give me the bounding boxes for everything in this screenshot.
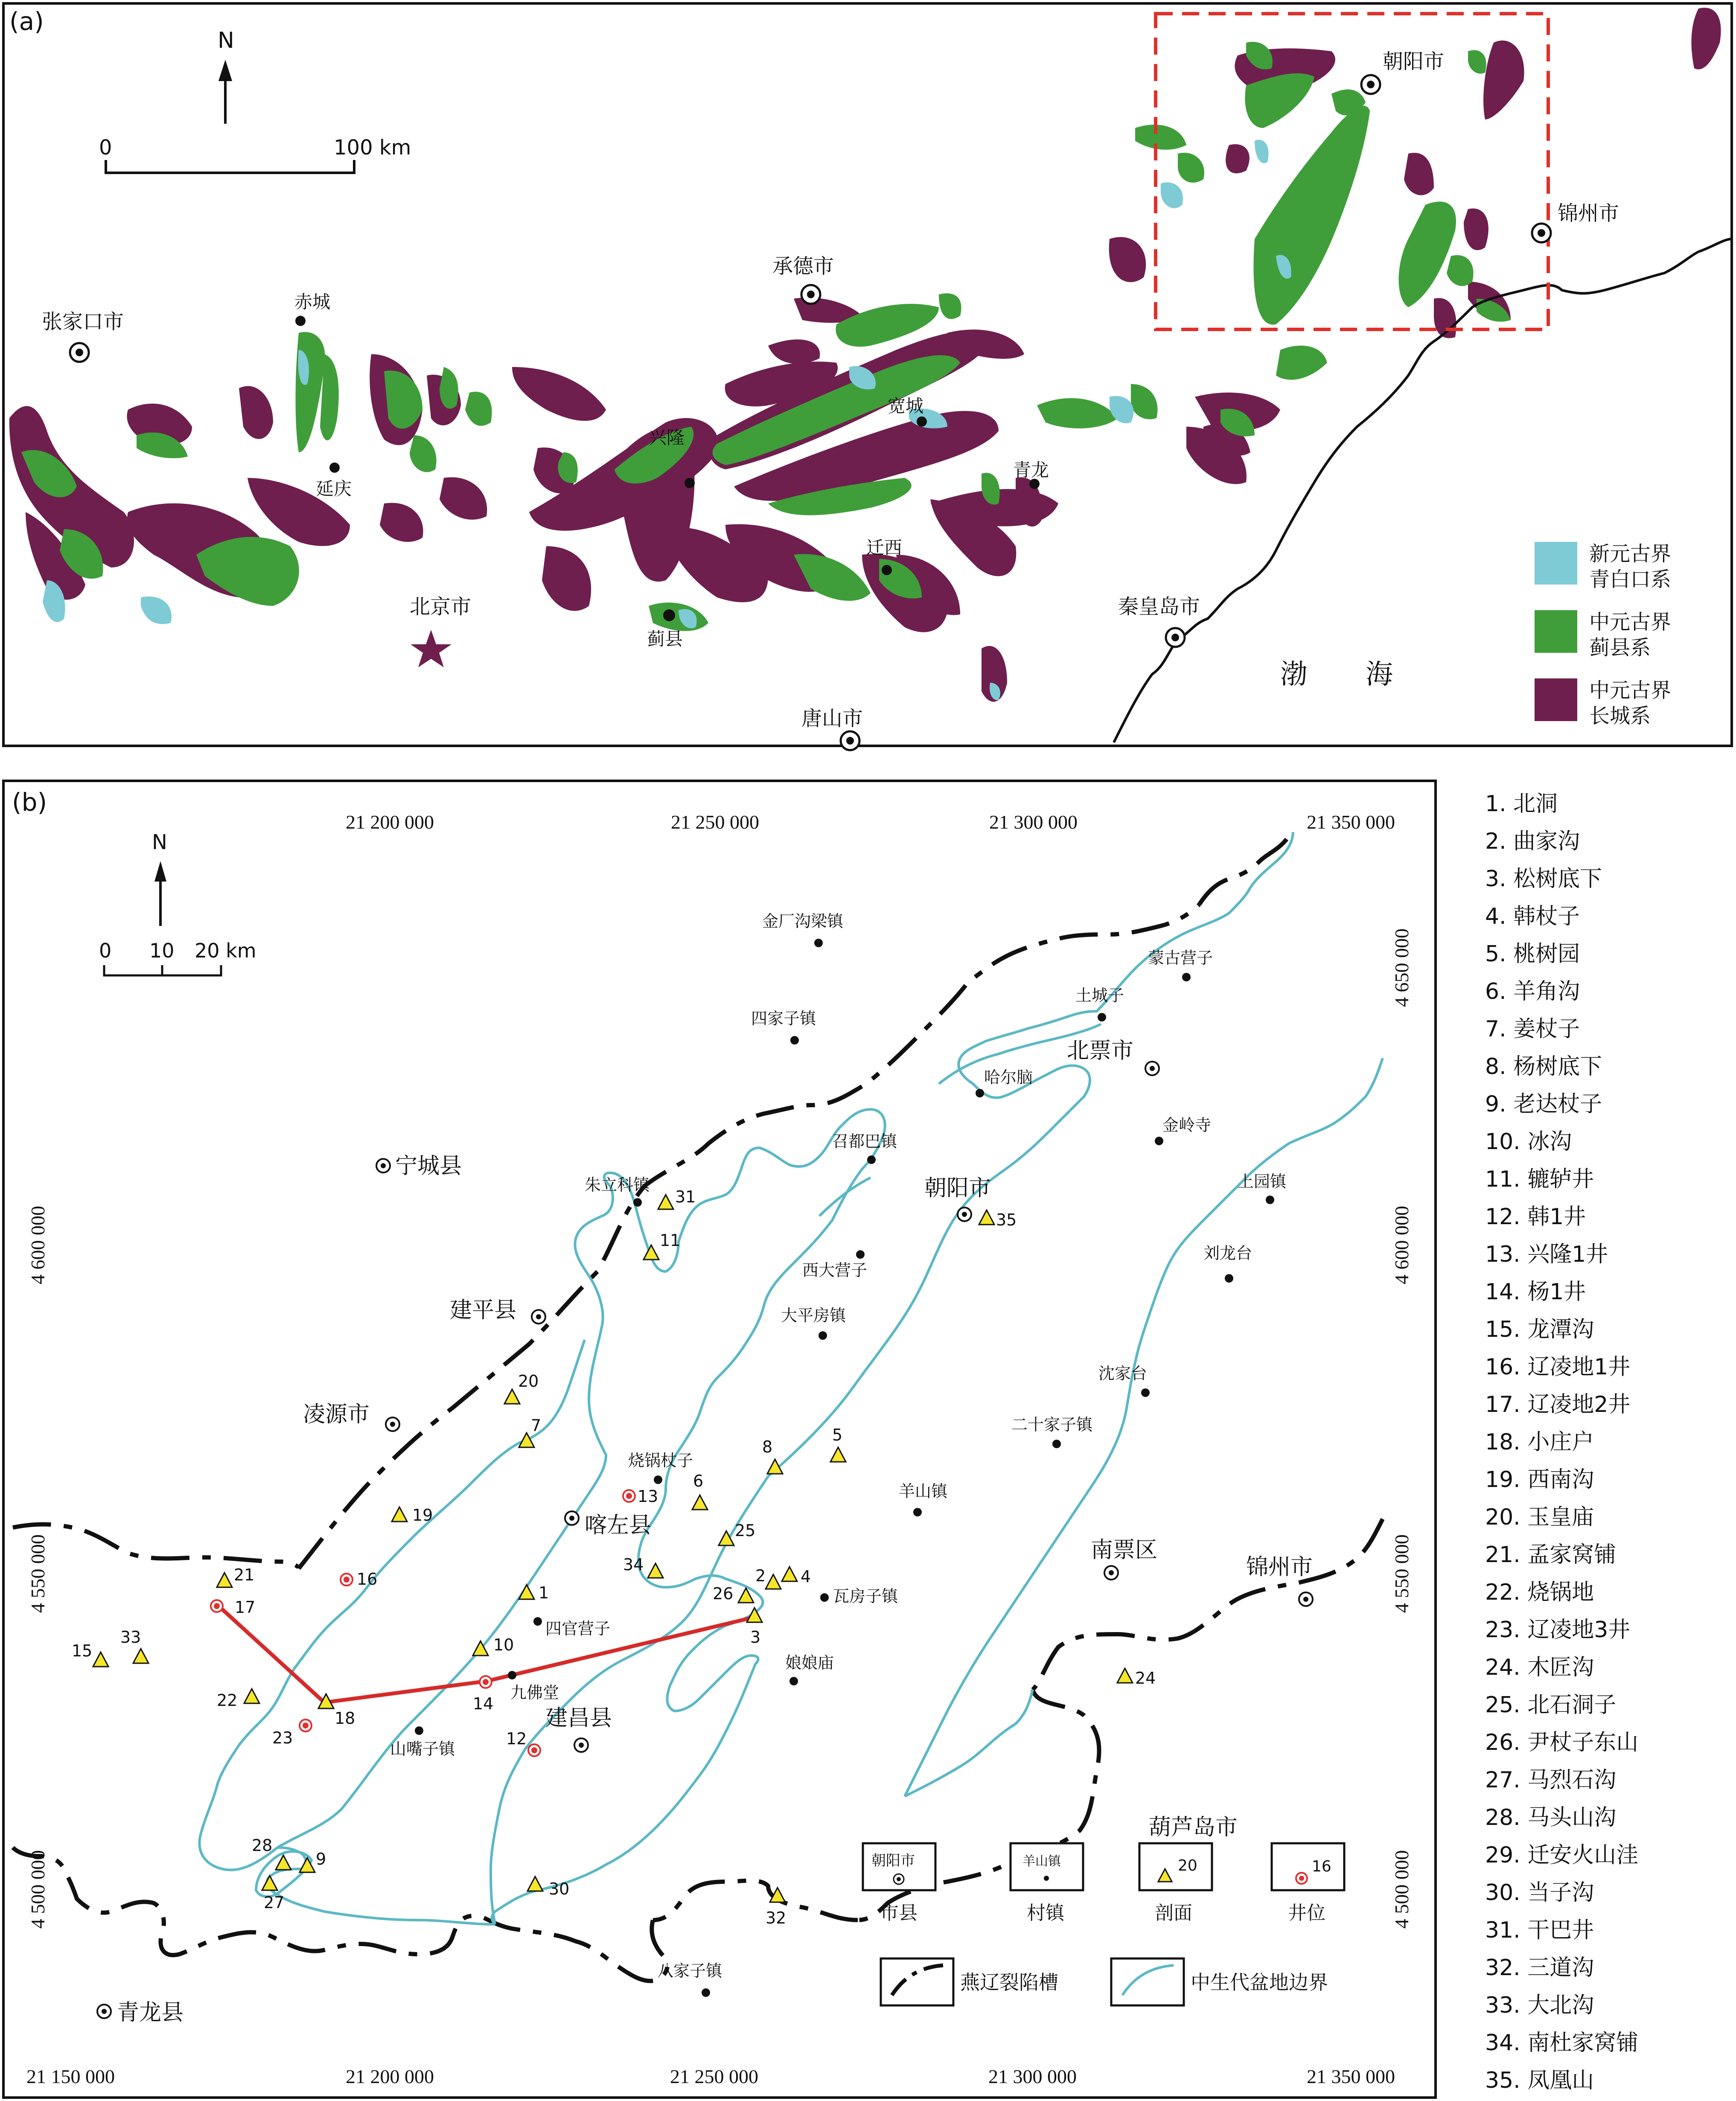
- svg-text:锦州市: 锦州市: [1558, 201, 1619, 225]
- svg-text:21 200 000: 21 200 000: [346, 2066, 434, 2087]
- svg-text:朝阳市: 朝阳市: [1383, 49, 1445, 73]
- svg-text:12: 12: [506, 1729, 527, 1748]
- section-19: [392, 1506, 433, 1525]
- svg-text:26: 26: [713, 1584, 734, 1603]
- svg-text:5: 5: [832, 1426, 843, 1444]
- site-list-item: 23. 辽凌地3井: [1485, 1617, 1631, 1643]
- svg-text:6: 6: [693, 1472, 704, 1490]
- svg-text:N: N: [218, 28, 234, 53]
- svg-text:21 150 000: 21 150 000: [26, 2066, 115, 2087]
- svg-text:22: 22: [217, 1691, 238, 1710]
- svg-text:中元古界: 中元古界: [1589, 678, 1672, 702]
- svg-text:迁西: 迁西: [866, 537, 903, 558]
- svg-text:4 500 000: 4 500 000: [1391, 1850, 1413, 1929]
- svg-text:19: 19: [412, 1506, 433, 1525]
- svg-text:4 550 000: 4 550 000: [27, 1534, 49, 1613]
- site-list-item: 26. 尹杖子东山: [1485, 1730, 1639, 1755]
- site-list-item: 29. 迁安火山洼: [1485, 1842, 1639, 1868]
- svg-text:中生代盆地边界: 中生代盆地边界: [1191, 1971, 1328, 1994]
- site-list-item: 5. 桃树园: [1485, 941, 1580, 967]
- svg-text:建平县: 建平县: [450, 1298, 517, 1323]
- site-list-item: 33. 大北沟: [1485, 1993, 1594, 2018]
- svg-text:蓟县系: 蓟县系: [1589, 636, 1651, 660]
- svg-text:N: N: [152, 830, 167, 854]
- svg-text:100 km: 100 km: [334, 136, 411, 160]
- svg-text:9: 9: [316, 1850, 326, 1868]
- svg-text:20: 20: [518, 1372, 539, 1391]
- svg-text:31: 31: [675, 1187, 696, 1206]
- svg-text:16: 16: [357, 1570, 378, 1589]
- svg-text:朝阳市: 朝阳市: [924, 1176, 991, 1201]
- svg-text:山嘴子镇: 山嘴子镇: [390, 1740, 455, 1758]
- svg-text:四官营子: 四官营子: [545, 1619, 611, 1638]
- svg-text:南票区: 南票区: [1091, 1537, 1158, 1563]
- svg-text:金岭寺: 金岭寺: [1162, 1116, 1212, 1135]
- site-list-item: 31. 干巴井: [1485, 1918, 1594, 1943]
- svg-text:21 200 000: 21 200 000: [346, 811, 434, 833]
- svg-text:井位: 井位: [1288, 1902, 1325, 1924]
- panel-b-frame: [3, 781, 1436, 2098]
- svg-text:20: 20: [1178, 1857, 1197, 1874]
- svg-text:燕辽裂陷槽: 燕辽裂陷槽: [960, 1971, 1058, 1994]
- svg-text:上园镇: 上园镇: [1238, 1172, 1287, 1191]
- site-list-item: 10. 冰沟: [1485, 1129, 1572, 1155]
- svg-text:四家子镇: 四家子镇: [751, 1009, 816, 1028]
- svg-text:新元古界: 新元古界: [1589, 542, 1672, 566]
- svg-text:秦皇岛市: 秦皇岛市: [1118, 595, 1200, 619]
- svg-text:4 550 000: 4 550 000: [1391, 1534, 1413, 1613]
- svg-text:8: 8: [762, 1438, 773, 1456]
- site-list-item: 17. 辽凌地2井: [1485, 1392, 1631, 1417]
- site-list-item: 13. 兴隆1井: [1485, 1242, 1608, 1267]
- svg-text:羊山镇: 羊山镇: [899, 1482, 948, 1501]
- svg-text:11: 11: [660, 1231, 681, 1250]
- site-list-item: 12. 韩1井: [1485, 1204, 1586, 1230]
- svg-text:张家口市: 张家口市: [42, 310, 124, 334]
- site-list-item: 27. 马烈石沟: [1485, 1767, 1617, 1793]
- site-list-item: 21. 孟家窝铺: [1485, 1542, 1617, 1568]
- svg-text:葫芦岛市: 葫芦岛市: [1149, 1815, 1238, 1840]
- svg-text:唐山市: 唐山市: [801, 707, 863, 730]
- svg-text:4 500 000: 4 500 000: [27, 1850, 49, 1929]
- svg-text:长城系: 长城系: [1589, 704, 1651, 728]
- svg-text:蒙古营子: 蒙古营子: [1148, 949, 1213, 967]
- svg-text:4 600 000: 4 600 000: [1391, 1206, 1413, 1284]
- svg-text:市县: 市县: [880, 1902, 918, 1924]
- site-list-item: 3. 松树底下: [1485, 866, 1602, 892]
- svg-text:烧锅杖子: 烧锅杖子: [628, 1451, 693, 1470]
- svg-text:剖面: 剖面: [1155, 1902, 1192, 1924]
- svg-text:32: 32: [766, 1909, 786, 1927]
- site-list-item: 9. 老达杖子: [1485, 1091, 1602, 1117]
- svg-text:33: 33: [120, 1628, 141, 1647]
- svg-text:二十家子镇: 二十家子镇: [1011, 1415, 1093, 1434]
- svg-text:4 650 000: 4 650 000: [1391, 928, 1413, 1007]
- site-list: [1485, 785, 1733, 2101]
- panel-b-label: (b): [12, 788, 47, 817]
- svg-text:21 300 000: 21 300 000: [988, 2066, 1077, 2087]
- svg-text:沈家台: 沈家台: [1098, 1364, 1148, 1383]
- svg-text:35: 35: [996, 1211, 1017, 1229]
- site-list-item: 24. 木匠沟: [1485, 1655, 1594, 1680]
- site-list-item: 8. 杨树底下: [1485, 1054, 1602, 1080]
- svg-text:羊山镇: 羊山镇: [1022, 1854, 1061, 1869]
- svg-text:10: 10: [493, 1635, 514, 1654]
- site-list-item: 20. 玉皇庙: [1485, 1504, 1594, 1530]
- svg-text:西大营子: 西大营子: [802, 1261, 868, 1280]
- svg-text:17: 17: [235, 1598, 256, 1617]
- svg-text:建昌县: 建昌县: [545, 1705, 612, 1731]
- site-list-item: 6. 羊角沟: [1485, 979, 1580, 1004]
- svg-text:7: 7: [531, 1416, 542, 1435]
- svg-text:承德市: 承德市: [772, 254, 834, 278]
- svg-text:10: 10: [149, 939, 175, 962]
- site-list-item: 30. 当子沟: [1485, 1880, 1594, 1906]
- svg-text:北京市: 北京市: [410, 595, 472, 619]
- svg-text:21 300 000: 21 300 000: [989, 811, 1078, 833]
- svg-text:30: 30: [549, 1880, 570, 1898]
- site-list-item: 7. 姜杖子: [1485, 1016, 1580, 1042]
- site-list-item: 16. 辽凌地1井: [1485, 1354, 1631, 1380]
- svg-text:凌源市: 凌源市: [303, 1402, 370, 1427]
- svg-text:21 250 000: 21 250 000: [671, 811, 759, 833]
- svg-text:青白口系: 青白口系: [1589, 567, 1672, 591]
- svg-text:18: 18: [335, 1709, 355, 1728]
- svg-text:28: 28: [252, 1836, 273, 1855]
- svg-text:土城子: 土城子: [1075, 986, 1124, 1005]
- svg-text:21 350 000: 21 350 000: [1307, 2066, 1395, 2087]
- svg-text:北票市: 北票市: [1067, 1038, 1134, 1064]
- site-list-item: 22. 烧锅地: [1485, 1580, 1594, 1605]
- svg-text:兴隆: 兴隆: [649, 427, 685, 448]
- svg-text:宽城: 宽城: [888, 396, 924, 416]
- site-list-item: 2. 曲家沟: [1485, 829, 1580, 854]
- svg-text:九佛堂: 九佛堂: [510, 1683, 559, 1702]
- site-list-item: 18. 小庄户: [1485, 1429, 1594, 1455]
- svg-text:25: 25: [735, 1521, 756, 1540]
- svg-text:朝阳市: 朝阳市: [871, 1852, 915, 1869]
- site-list-item: 4. 韩杖子: [1485, 904, 1580, 929]
- svg-text:24: 24: [1135, 1669, 1156, 1688]
- svg-text:4 600 000: 4 600 000: [27, 1206, 49, 1284]
- svg-text:大平房镇: 大平房镇: [781, 1306, 846, 1325]
- svg-text:延庆: 延庆: [316, 478, 352, 499]
- svg-text:23: 23: [272, 1729, 293, 1747]
- svg-text:海: 海: [1366, 659, 1393, 690]
- svg-text:15: 15: [72, 1641, 93, 1660]
- svg-text:4: 4: [801, 1567, 811, 1586]
- svg-text:13: 13: [638, 1487, 658, 1506]
- svg-text:21: 21: [234, 1566, 255, 1584]
- site-list-item: 19. 西南沟: [1485, 1467, 1594, 1493]
- svg-text:刘龙台: 刘龙台: [1203, 1244, 1252, 1263]
- svg-text:青龙: 青龙: [1013, 460, 1049, 480]
- svg-text:瓦房子镇: 瓦房子镇: [833, 1587, 898, 1606]
- site-list-item: 34. 南杜家窝铺: [1485, 2030, 1639, 2056]
- svg-text:赤城: 赤城: [294, 291, 331, 312]
- svg-text:20 km: 20 km: [195, 939, 256, 962]
- svg-text:14: 14: [473, 1694, 494, 1713]
- site-list-item: 1. 北洞: [1485, 791, 1558, 817]
- svg-text:2: 2: [755, 1566, 766, 1585]
- site-list-item: 11. 辘轳井: [1485, 1167, 1594, 1192]
- svg-text:中元古界: 中元古界: [1589, 610, 1672, 634]
- svg-text:蓟县: 蓟县: [647, 629, 683, 649]
- svg-text:3: 3: [750, 1628, 761, 1647]
- svg-text:娘娘庙: 娘娘庙: [785, 1653, 834, 1672]
- svg-text:渤: 渤: [1280, 659, 1308, 690]
- site-list-item: 35. 凤凰山: [1485, 2068, 1594, 2093]
- svg-text:27: 27: [264, 1893, 285, 1912]
- site-list-item: 14. 杨1井: [1485, 1279, 1586, 1305]
- svg-text:喀左县: 喀左县: [585, 1513, 652, 1538]
- svg-text:0: 0: [99, 939, 112, 962]
- site-list-item: 15. 龙潭沟: [1485, 1317, 1594, 1342]
- site-list-item: 25. 北石洞子: [1485, 1692, 1617, 1718]
- svg-text:34: 34: [623, 1555, 644, 1574]
- svg-text:宁城县: 宁城县: [395, 1153, 462, 1179]
- svg-text:21 350 000: 21 350 000: [1307, 811, 1395, 833]
- svg-text:召都巴镇: 召都巴镇: [832, 1132, 897, 1151]
- svg-text:21 250 000: 21 250 000: [670, 2066, 758, 2087]
- svg-text:0: 0: [99, 136, 112, 160]
- svg-text:1: 1: [539, 1583, 549, 1602]
- svg-text:16: 16: [1312, 1858, 1331, 1875]
- site-list-item: 32. 三道沟: [1485, 1955, 1594, 1981]
- svg-text:锦州市: 锦州市: [1246, 1554, 1313, 1580]
- svg-text:朱立科镇: 朱立科镇: [585, 1176, 650, 1194]
- svg-text:村镇: 村镇: [1027, 1902, 1064, 1924]
- svg-text:金厂沟梁镇: 金厂沟梁镇: [762, 912, 844, 931]
- panel-a-label: (a): [9, 7, 44, 36]
- svg-text:八家子镇: 八家子镇: [657, 1961, 722, 1980]
- svg-text:青龙县: 青龙县: [117, 2000, 184, 2025]
- site-list-item: 28. 马头山沟: [1485, 1805, 1617, 1830]
- svg-text:哈尔脑: 哈尔脑: [984, 1068, 1033, 1087]
